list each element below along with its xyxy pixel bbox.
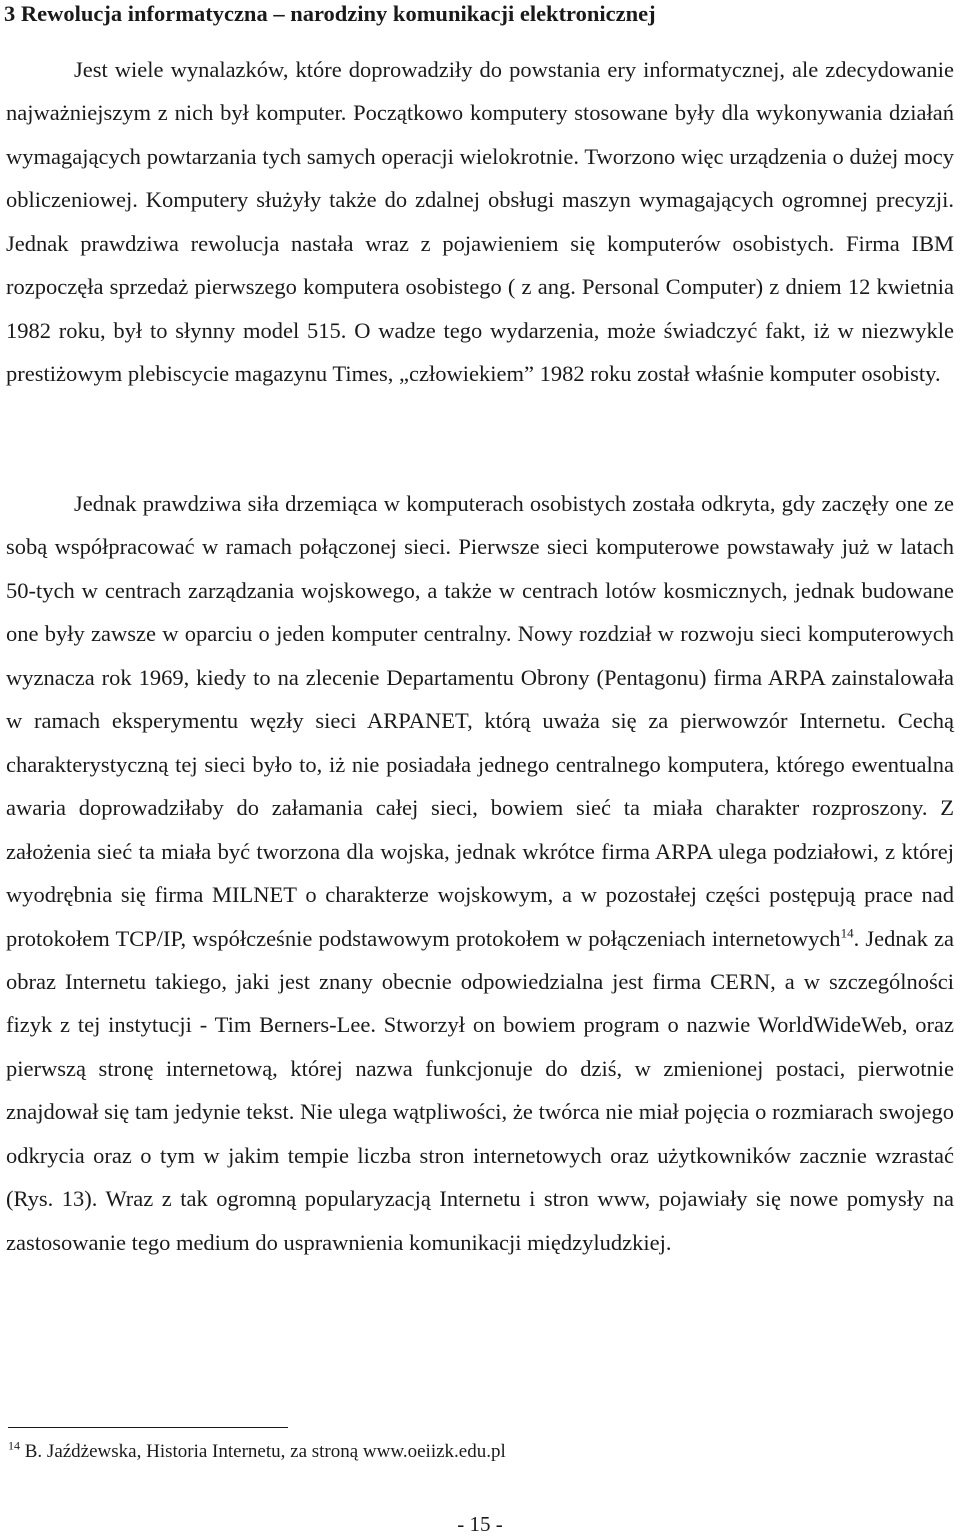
footnote-reference: 14: [840, 925, 854, 941]
footnote-text: B. Jaźdżewska, Historia Internetu, za stroną www.oeiizk.edu.pl: [20, 1441, 506, 1462]
paragraph-2-part-2: . Jednak za obraz Internetu takiego, jaki jest znany obecnie odpowiedzialna jest firma CERN, a w szczególności fizyk z tej instytucji - Tim Berners-Lee. Stworzył on bowiem program o nazwie WorldWideWeb, oraz pierwszą stronę internetową, której nazwa funkcjonuje do dziś, w zmienionej postaci, pierwotnie znajdował się tam jedynie tekst. Nie ulega wątpliwości, że twórca nie miał pojęcia o rozmiarach swojego odkrycia oraz o tym w jakim tempie liczba stron internetowych oraz użytkowników zacznie wzrastać (Rys. 13). Wraz z tak ogromną popularyzacją Internetu i stron www, pojawiały się nowe pomysły na zastosowanie tego medium do usprawnienia komunikacji międzyludzkiej.: [6, 925, 955, 1255]
paragraph-2: [6, 482, 954, 1264]
paragraph-1: Jest wiele wynalazków, które doprowadziły do powstania ery informatycznej, ale zdecydowanie najważniejszym z nich był komputer. Początkowo komputery stosowane były dla wykonywania działań wymagających powtarzania tych samych operacji wielokrotnie. Tworzono więc urządzenia o dużej mocy obliczeniowej. Komputery służyły także do zdalnej obsługi maszyn wymagających ogromnej precyzji. Jednak prawdziwa rewolucja nastała wraz z pojawieniem się komputerów osobistych. Firma IBM rozpoczęła sprzedaż pierwszego komputera osobistego ( z ang. Personal Computer) z dniem 12 kwietnia 1982 roku, był to słynny model 515. O wadze tego wydarzenia, może świadczyć fakt, iż w niezwykle prestiżowym plebiscycie magazynu Times, „człowiekiem” 1982 roku został właśnie komputer osobisty.: [6, 57, 954, 387]
page-number: - 15 -: [457, 1512, 503, 1536]
footnote-number: 14: [8, 1438, 20, 1453]
footnote: [8, 1440, 506, 1464]
footnote-separator: [8, 1427, 288, 1428]
section-heading: 3 Rewolucja informatyczna – narodziny komunikacji elektronicznej: [4, 1, 656, 26]
paragraph-2-part-1: Jednak prawdziwa siła drzemiąca w komputerach osobistych została odkryta, gdy zaczęły one ze sobą współpracować w ramach połączonej sieci. Pierwsze sieci komputerowe powstawały już w latach 50-tych w centrach zarządzania wojskowego, a także w centrach lotów kosmicznych, jednak budowane one były zawsze w oparciu o jeden komputer centralny. Nowy rozdział w rozwoju sieci komputerowych wyznacza rok 1969, kiedy to na zlecenie Departamentu Obrony (Pentagonu) firma ARPA zainstalowała w ramach eksperymentu węzły sieci ARPANET, którą uważa się za pierwowzór Internetu. Cechą charakterystyczną tej sieci było to, iż nie posiadała jednego centralnego komputera, którego ewentualna awaria doprowadziłaby do załamania całej sieci, bowiem sieć ta miała charakter rozproszony. Z założenia sieć ta miała być tworzona dla wojska, jednak wkrótce firma ARPA ulega podziałowi, z której wyodrębnia się firma MILNET o charakterze wojskowym, a w pozostałej części postępują prace nad protokołem TCP/IP, współcześnie podstawowym protokołem w połączeniach internetowych: [6, 491, 954, 951]
